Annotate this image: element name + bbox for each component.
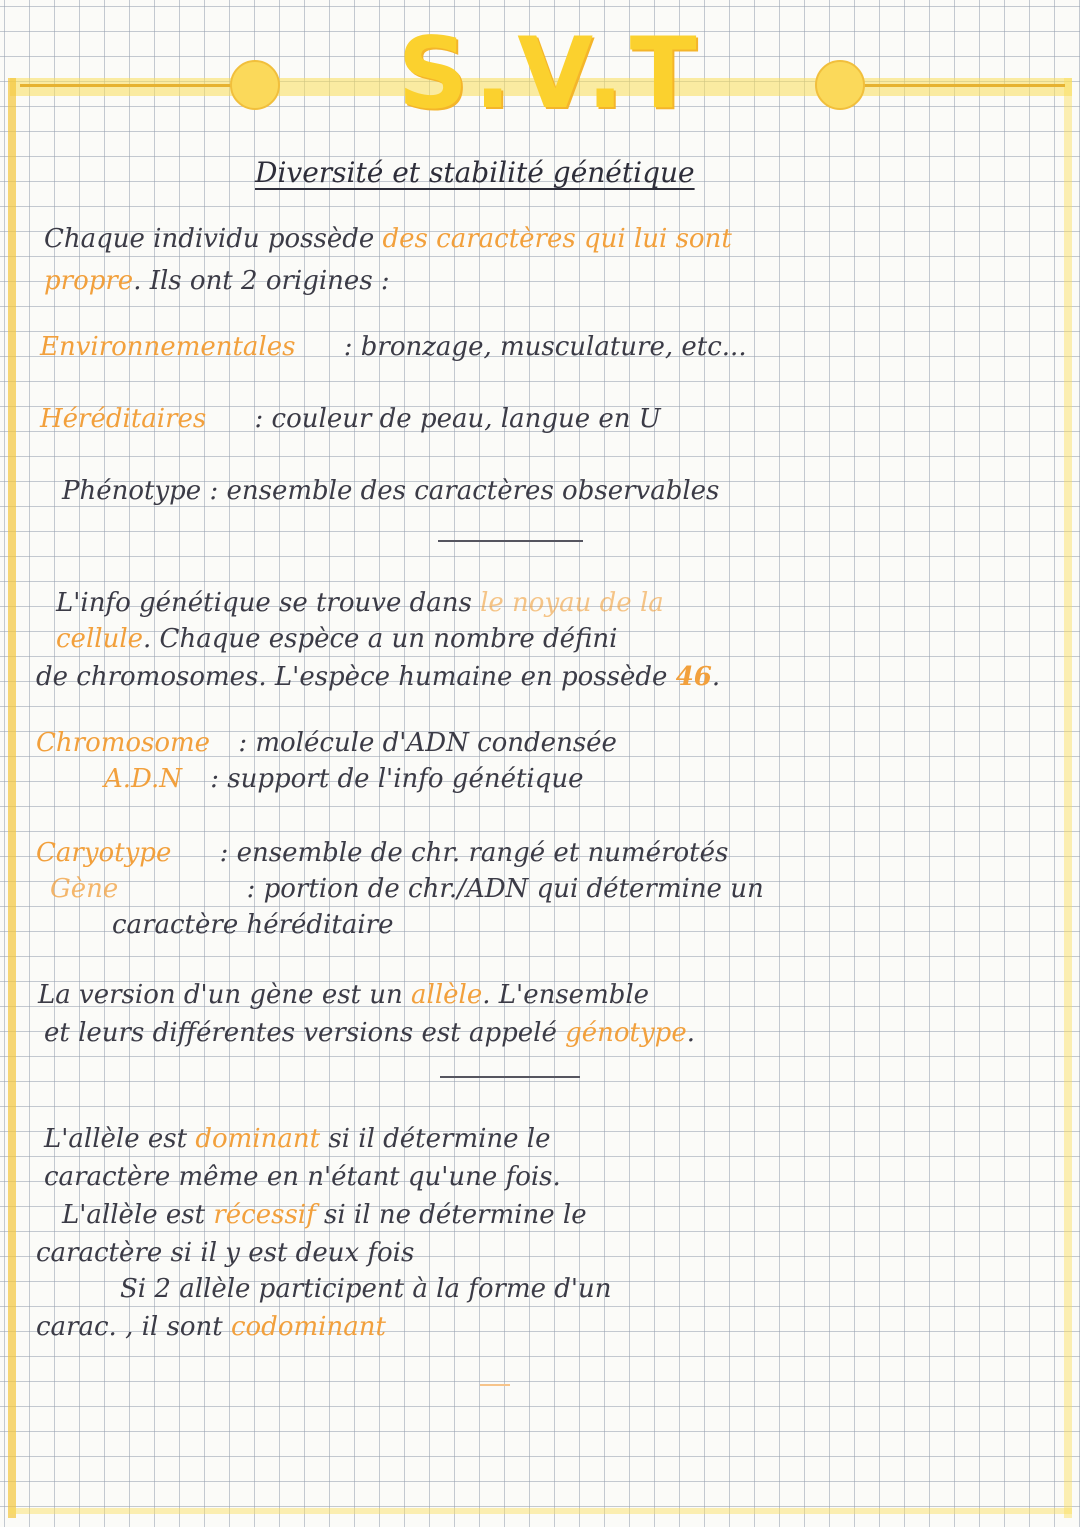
section-divider-2 [440,1076,580,1078]
gene-term: Gène [50,874,119,904]
caryotype-line [36,838,728,868]
recessive-rule: si il ne détermine le [324,1200,587,1230]
intro-line-1 [44,224,732,254]
intro-line-2 [44,266,390,296]
heredity-line [40,404,661,434]
punch-hole-right [815,60,865,110]
allele-line-1 [38,980,649,1010]
heredity-term: Héréditaires [40,404,207,434]
phenotype-line: Phénotype : ensemble des caractères observables [62,476,720,506]
info-highlight-noyau: le noyau de la [480,588,664,618]
header-rule-right [860,84,1065,87]
gene-line-2: caractère héréditaire [112,910,394,940]
env-definition: : bronzage, musculature, etc... [343,332,747,362]
genotype-text: et leurs différentes versions est appelé [44,1018,557,1048]
allele-text: La version d'un gène est un [38,980,403,1010]
info-line-3: de chromosomes. L'espèce humaine en possède 46. [36,662,721,692]
env-line [40,332,747,362]
intro-origins: . Ils ont 2 origines : [133,266,390,296]
dominant-term: dominant [195,1124,321,1154]
dominant-line-2: caractère même en n'étant qu'une fois. [44,1162,561,1192]
codominant-term: codominant [230,1312,386,1342]
header-rule-left [20,84,235,87]
codominant-line-1: Si 2 allèle participent à la forme d'un [120,1274,612,1304]
info-line-2 [56,624,617,654]
codominant-text: carac. , il sont [36,1312,223,1342]
recessive-line-2: caractère si il y est deux fois [36,1238,415,1268]
gene-line [50,874,764,904]
frame-left-border [8,78,16,1518]
section-divider-1 [438,540,583,542]
chromosome-line [36,728,617,758]
frame-bottom-border [10,1508,1072,1514]
heredity-definition: : couleur de peau, langue en U [254,404,661,434]
genotype-term: génotype [565,1018,687,1048]
info-highlight-cellule: cellule [56,624,144,654]
dominant-line-1 [44,1124,551,1154]
subject-heading: S.V.T [397,17,703,131]
gene-definition: : portion de chr./ADN qui détermine un [246,874,764,904]
frame-right-border [1064,78,1072,1518]
intro-text: Chaque individu possède [44,224,375,254]
adn-term: A.D.N [104,764,182,794]
info-species: . Chaque espèce a un nombre défini [143,624,618,654]
page-title: Diversité et stabilité génétique [255,156,695,189]
chromosome-definition: : molécule d'ADN condensée [238,728,617,758]
caryotype-definition: : ensemble de chr. rangé et numérotés [219,838,729,868]
dominant-rule: si il détermine le [328,1124,551,1154]
env-term: Environnementales [40,332,296,362]
intro-highlight-propre: propre [44,266,134,296]
recessive-line-1 [62,1200,587,1230]
recessive-term: récessif [213,1200,316,1230]
punch-hole-left [230,60,280,110]
info-line-1 [56,588,664,618]
allele-term: allèle [411,980,483,1010]
end-mark [480,1384,510,1386]
allele-line-2: et leurs différentes versions est appelé génotype. [44,1018,695,1048]
chromosome-term: Chromosome [36,728,211,758]
allele-ensemble: . L'ensemble [482,980,650,1010]
adn-line [104,764,584,794]
caryotype-term: Caryotype [36,838,172,868]
info-text: L'info génétique se trouve dans [56,588,472,618]
dominant-text: L'allèle est [44,1124,188,1154]
chromosome-count: 46 [675,662,712,692]
adn-definition: : support de l'info génétique [210,764,584,794]
codominant-line-2 [36,1312,386,1342]
info-human: de chromosomes. L'espèce humaine en possède [36,662,668,692]
recessive-text: L'allèle est [62,1200,206,1230]
intro-highlight: des caractères qui lui sont [382,224,732,254]
